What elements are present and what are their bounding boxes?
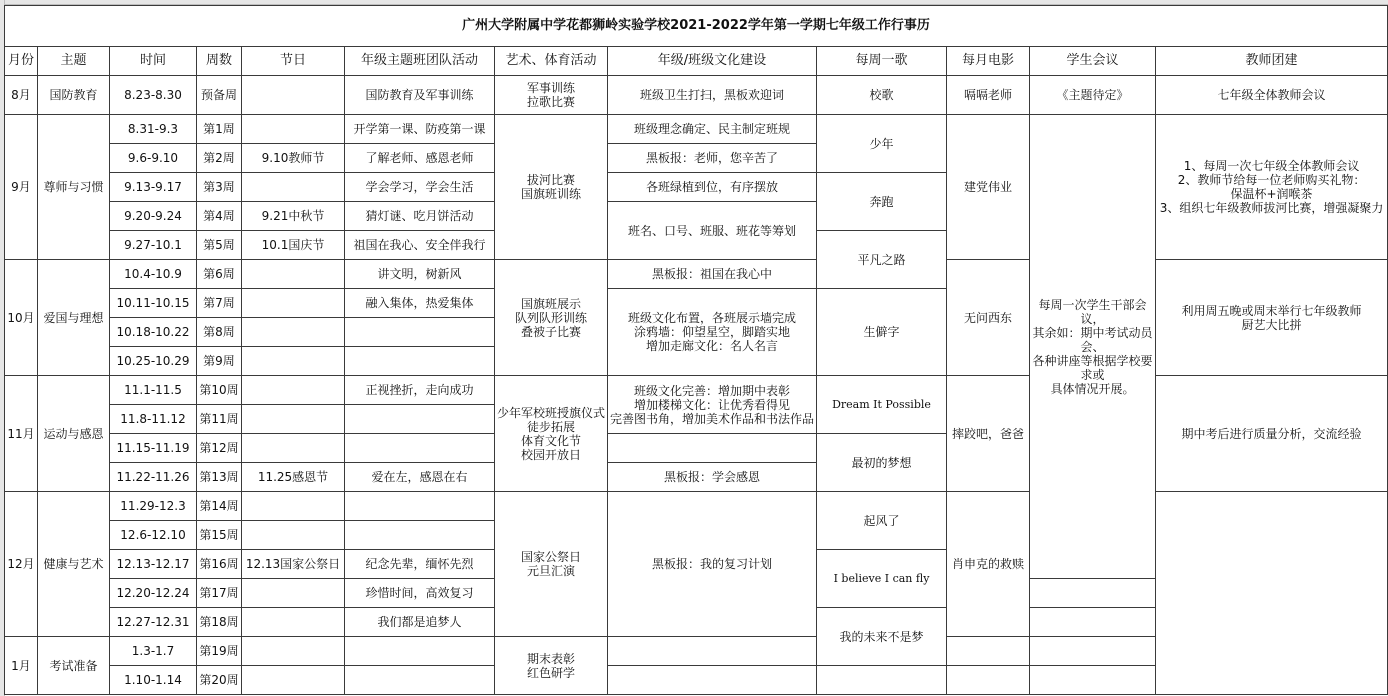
theme-cell[interactable]: 爱国与理想 bbox=[38, 260, 110, 376]
calendar-table bbox=[4, 5, 1388, 695]
festival-cell[interactable] bbox=[242, 405, 345, 434]
teacher-cell-empty[interactable] bbox=[1030, 608, 1156, 637]
time-cell[interactable]: 12.13-12.17 bbox=[110, 550, 197, 579]
theme-cell[interactable]: 健康与艺术 bbox=[38, 492, 110, 637]
time-cell[interactable]: 1.3-1.7 bbox=[110, 637, 197, 666]
culture-cell[interactable]: 黑板报：祖国在我心中 bbox=[608, 260, 817, 289]
week-cell[interactable]: 第4周 bbox=[197, 202, 242, 231]
meeting-cell[interactable]: 《主题待定》 bbox=[1030, 76, 1156, 115]
festival-cell[interactable]: 9.21中秋节 bbox=[242, 202, 345, 231]
header-festival[interactable]: 节日 bbox=[242, 47, 345, 76]
header-monthly-movie[interactable]: 每月电影 bbox=[947, 47, 1030, 76]
activity-cell[interactable]: 融入集体，热爱集体 bbox=[345, 289, 495, 318]
song-cell[interactable]: Dream It Possible bbox=[817, 376, 947, 434]
theme-cell[interactable]: 运动与感恩 bbox=[38, 376, 110, 492]
header-week[interactable]: 周数 bbox=[197, 47, 242, 76]
week-cell[interactable]: 第6周 bbox=[197, 260, 242, 289]
week-cell[interactable]: 第16周 bbox=[197, 550, 242, 579]
festival-cell[interactable] bbox=[242, 173, 345, 202]
meeting-cell-empty[interactable] bbox=[1156, 492, 1388, 695]
header-arts-sports[interactable]: 艺术、体育活动 bbox=[495, 47, 608, 76]
teacher-cell-empty[interactable] bbox=[1030, 579, 1156, 608]
movie-cell[interactable]: 建党伟业 bbox=[947, 115, 1030, 260]
activity-cell[interactable]: 祖国在我心、安全伴我行 bbox=[345, 231, 495, 260]
week-cell[interactable]: 第15周 bbox=[197, 521, 242, 550]
header-time[interactable]: 时间 bbox=[110, 47, 197, 76]
festival-cell[interactable]: 11.25感恩节 bbox=[242, 463, 345, 492]
sheet-title[interactable]: 广州大学附属中学花都狮岭实验学校2021-2022学年第一学期七年级工作行事历 bbox=[5, 6, 1388, 47]
week-cell[interactable]: 第14周 bbox=[197, 492, 242, 521]
activity-cell[interactable] bbox=[345, 521, 495, 550]
arts-cell[interactable]: 国家公祭日 元旦汇演 bbox=[495, 492, 608, 637]
activity-cell[interactable] bbox=[345, 434, 495, 463]
header-student-meeting[interactable]: 学生会议 bbox=[1030, 47, 1156, 76]
teacher-cell-empty[interactable] bbox=[1030, 666, 1156, 695]
time-cell[interactable]: 11.29-12.3 bbox=[110, 492, 197, 521]
month-cell[interactable]: 11月 bbox=[5, 376, 38, 492]
header-weekly-song[interactable]: 每周一歌 bbox=[817, 47, 947, 76]
time-cell[interactable]: 11.22-11.26 bbox=[110, 463, 197, 492]
time-cell[interactable]: 8.31-9.3 bbox=[110, 115, 197, 144]
header-culture[interactable]: 年级/班级文化建设 bbox=[608, 47, 817, 76]
week-cell[interactable]: 第3周 bbox=[197, 173, 242, 202]
festival-cell[interactable] bbox=[242, 608, 345, 637]
activity-cell[interactable] bbox=[345, 318, 495, 347]
culture-cell[interactable]: 黑板报：老师，您辛苦了 bbox=[608, 144, 817, 173]
movie-cell[interactable]: 无问西东 bbox=[947, 260, 1030, 376]
song-cell[interactable]: 奔跑 bbox=[817, 173, 947, 231]
week-cell[interactable]: 第19周 bbox=[197, 637, 242, 666]
activity-cell[interactable]: 纪念先辈，缅怀先烈 bbox=[345, 550, 495, 579]
month-cell[interactable]: 1月 bbox=[5, 637, 38, 695]
time-cell[interactable]: 9.13-9.17 bbox=[110, 173, 197, 202]
culture-cell[interactable]: 黑板报：我的复习计划 bbox=[608, 492, 817, 637]
festival-cell[interactable]: 9.10教师节 bbox=[242, 144, 345, 173]
theme-cell[interactable]: 国防教育 bbox=[38, 76, 110, 115]
time-cell[interactable]: 11.1-11.5 bbox=[110, 376, 197, 405]
meeting-cell[interactable]: 每周一次学生干部会议， 其余如：期中考试动员会、 各种讲座等根据学校要求或 具体情况开展。 bbox=[1030, 115, 1156, 579]
song-cell[interactable]: 少年 bbox=[817, 115, 947, 173]
activity-cell[interactable]: 我们都是追梦人 bbox=[345, 608, 495, 637]
arts-cell[interactable]: 国旗班展示 队列队形训练 叠被子比赛 bbox=[495, 260, 608, 376]
time-cell[interactable]: 1.10-1.14 bbox=[110, 666, 197, 695]
month-cell[interactable]: 9月 bbox=[5, 115, 38, 260]
movie-cell-empty[interactable] bbox=[947, 666, 1030, 695]
culture-cell[interactable]: 各班绿植到位，有序摆放 bbox=[608, 173, 817, 202]
activity-cell[interactable] bbox=[345, 637, 495, 666]
header-teacher-team[interactable]: 教师团建 bbox=[1156, 47, 1388, 76]
movie-cell-empty[interactable] bbox=[947, 637, 1030, 666]
festival-cell[interactable] bbox=[242, 666, 345, 695]
activity-cell[interactable] bbox=[345, 405, 495, 434]
time-cell[interactable]: 10.4-10.9 bbox=[110, 260, 197, 289]
theme-cell[interactable]: 考试准备 bbox=[38, 637, 110, 695]
activity-cell[interactable]: 讲文明，树新风 bbox=[345, 260, 495, 289]
arts-cell[interactable]: 拔河比赛 国旗班训练 bbox=[495, 115, 608, 260]
time-cell[interactable]: 11.8-11.12 bbox=[110, 405, 197, 434]
week-cell[interactable]: 第8周 bbox=[197, 318, 242, 347]
culture-cell-empty[interactable] bbox=[608, 637, 817, 666]
culture-cell-empty[interactable] bbox=[608, 666, 817, 695]
song-cell[interactable]: 最初的梦想 bbox=[817, 434, 947, 492]
festival-cell[interactable] bbox=[242, 289, 345, 318]
song-cell[interactable]: 我的未来不是梦 bbox=[817, 608, 947, 666]
time-cell[interactable]: 8.23-8.30 bbox=[110, 76, 197, 115]
header-month[interactable]: 月份 bbox=[5, 47, 38, 76]
week-cell[interactable]: 第12周 bbox=[197, 434, 242, 463]
song-cell-empty[interactable] bbox=[817, 666, 947, 695]
song-cell[interactable]: 起风了 bbox=[817, 492, 947, 550]
song-cell[interactable]: 平凡之路 bbox=[817, 231, 947, 289]
header-theme[interactable]: 主题 bbox=[38, 47, 110, 76]
week-cell[interactable]: 预备周 bbox=[197, 76, 242, 115]
song-cell[interactable]: 生僻字 bbox=[817, 289, 947, 376]
culture-cell[interactable]: 黑板报：学会感恩 bbox=[608, 463, 817, 492]
festival-cell[interactable] bbox=[242, 376, 345, 405]
festival-cell[interactable] bbox=[242, 76, 345, 115]
movie-cell[interactable]: 肖申克的救赎 bbox=[947, 492, 1030, 637]
time-cell[interactable]: 9.6-9.10 bbox=[110, 144, 197, 173]
week-cell[interactable]: 第10周 bbox=[197, 376, 242, 405]
activity-cell[interactable]: 正视挫折，走向成功 bbox=[345, 376, 495, 405]
time-cell[interactable]: 12.27-12.31 bbox=[110, 608, 197, 637]
week-cell[interactable]: 第13周 bbox=[197, 463, 242, 492]
time-cell[interactable]: 10.11-10.15 bbox=[110, 289, 197, 318]
activity-cell[interactable] bbox=[345, 347, 495, 376]
week-cell[interactable]: 第17周 bbox=[197, 579, 242, 608]
culture-cell-empty[interactable] bbox=[608, 434, 817, 463]
festival-cell[interactable]: 12.13国家公祭日 bbox=[242, 550, 345, 579]
time-cell[interactable]: 11.15-11.19 bbox=[110, 434, 197, 463]
month-cell[interactable]: 8月 bbox=[5, 76, 38, 115]
song-cell[interactable]: I believe I can fly bbox=[817, 550, 947, 608]
teacher-cell[interactable]: 七年级全体教师会议 bbox=[1156, 76, 1388, 115]
header-class-activity[interactable]: 年级主题班团队活动 bbox=[345, 47, 495, 76]
week-cell[interactable]: 第7周 bbox=[197, 289, 242, 318]
activity-cell[interactable]: 猜灯谜、吃月饼活动 bbox=[345, 202, 495, 231]
time-cell[interactable]: 12.6-12.10 bbox=[110, 521, 197, 550]
time-cell[interactable]: 9.27-10.1 bbox=[110, 231, 197, 260]
activity-cell[interactable]: 爱在左，感恩在右 bbox=[345, 463, 495, 492]
festival-cell[interactable] bbox=[242, 579, 345, 608]
festival-cell[interactable] bbox=[242, 318, 345, 347]
song-cell[interactable]: 校歌 bbox=[817, 76, 947, 115]
teacher-cell[interactable]: 期中考后进行质量分析，交流经验 bbox=[1156, 376, 1388, 492]
activity-cell[interactable]: 开学第一课、防疫第一课 bbox=[345, 115, 495, 144]
festival-cell[interactable] bbox=[242, 492, 345, 521]
culture-cell[interactable]: 班名、口号、班服、班花等筹划 bbox=[608, 202, 817, 260]
activity-cell[interactable]: 学会学习，学会生活 bbox=[345, 173, 495, 202]
week-cell[interactable]: 第18周 bbox=[197, 608, 242, 637]
festival-cell[interactable] bbox=[242, 347, 345, 376]
week-cell[interactable]: 第1周 bbox=[197, 115, 242, 144]
theme-cell[interactable]: 尊师与习惯 bbox=[38, 115, 110, 260]
movie-cell[interactable]: 摔跤吧，爸爸 bbox=[947, 376, 1030, 492]
arts-cell[interactable]: 军事训练 拉歌比赛 bbox=[495, 76, 608, 115]
week-cell[interactable]: 第5周 bbox=[197, 231, 242, 260]
culture-cell[interactable]: 班级文化完善：增加期中表彰 增加楼梯文化：让优秀看得见 完善图书角，增加美术作品和书法作品 bbox=[608, 376, 817, 434]
culture-cell[interactable]: 班级文化布置，各班展示墙完成 涂鸦墙：仰望星空，脚踏实地 增加走廊文化：名人名言 bbox=[608, 289, 817, 376]
festival-cell[interactable] bbox=[242, 521, 345, 550]
teacher-cell-empty[interactable] bbox=[1030, 637, 1156, 666]
arts-cell[interactable]: 期末表彰 红色研学 bbox=[495, 637, 608, 695]
week-cell[interactable]: 第20周 bbox=[197, 666, 242, 695]
activity-cell[interactable]: 国防教育及军事训练 bbox=[345, 76, 495, 115]
festival-cell[interactable] bbox=[242, 434, 345, 463]
activity-cell[interactable] bbox=[345, 492, 495, 521]
movie-cell[interactable]: 嗝嗝老师 bbox=[947, 76, 1030, 115]
festival-cell[interactable] bbox=[242, 637, 345, 666]
time-cell[interactable]: 10.25-10.29 bbox=[110, 347, 197, 376]
time-cell[interactable]: 12.20-12.24 bbox=[110, 579, 197, 608]
festival-cell[interactable] bbox=[242, 115, 345, 144]
culture-cell[interactable]: 班级理念确定、民主制定班规 bbox=[608, 115, 817, 144]
culture-cell[interactable]: 班级卫生打扫，黑板欢迎词 bbox=[608, 76, 817, 115]
month-cell[interactable]: 12月 bbox=[5, 492, 38, 637]
arts-cell[interactable]: 少年军校班授旗仪式 徒步拓展 体育文化节 校园开放日 bbox=[495, 376, 608, 492]
week-cell[interactable]: 第9周 bbox=[197, 347, 242, 376]
time-cell[interactable]: 9.20-9.24 bbox=[110, 202, 197, 231]
time-cell[interactable]: 10.18-10.22 bbox=[110, 318, 197, 347]
teacher-cell[interactable]: 利用周五晚或周末举行七年级教师 厨艺大比拼 bbox=[1156, 260, 1388, 376]
activity-cell[interactable]: 了解老师、感恩老师 bbox=[345, 144, 495, 173]
activity-cell[interactable] bbox=[345, 666, 495, 695]
week-cell[interactable]: 第11周 bbox=[197, 405, 242, 434]
festival-cell[interactable]: 10.1国庆节 bbox=[242, 231, 345, 260]
festival-cell[interactable] bbox=[242, 260, 345, 289]
week-cell[interactable]: 第2周 bbox=[197, 144, 242, 173]
month-cell[interactable]: 10月 bbox=[5, 260, 38, 376]
activity-cell[interactable]: 珍惜时间，高效复习 bbox=[345, 579, 495, 608]
teacher-cell[interactable]: 1、每周一次七年级全体教师会议 2、教师节给每一位老师购买礼物： 保温杯+润喉茶 3、组织七年级教师拔河比赛，增强凝聚力 bbox=[1156, 115, 1388, 260]
